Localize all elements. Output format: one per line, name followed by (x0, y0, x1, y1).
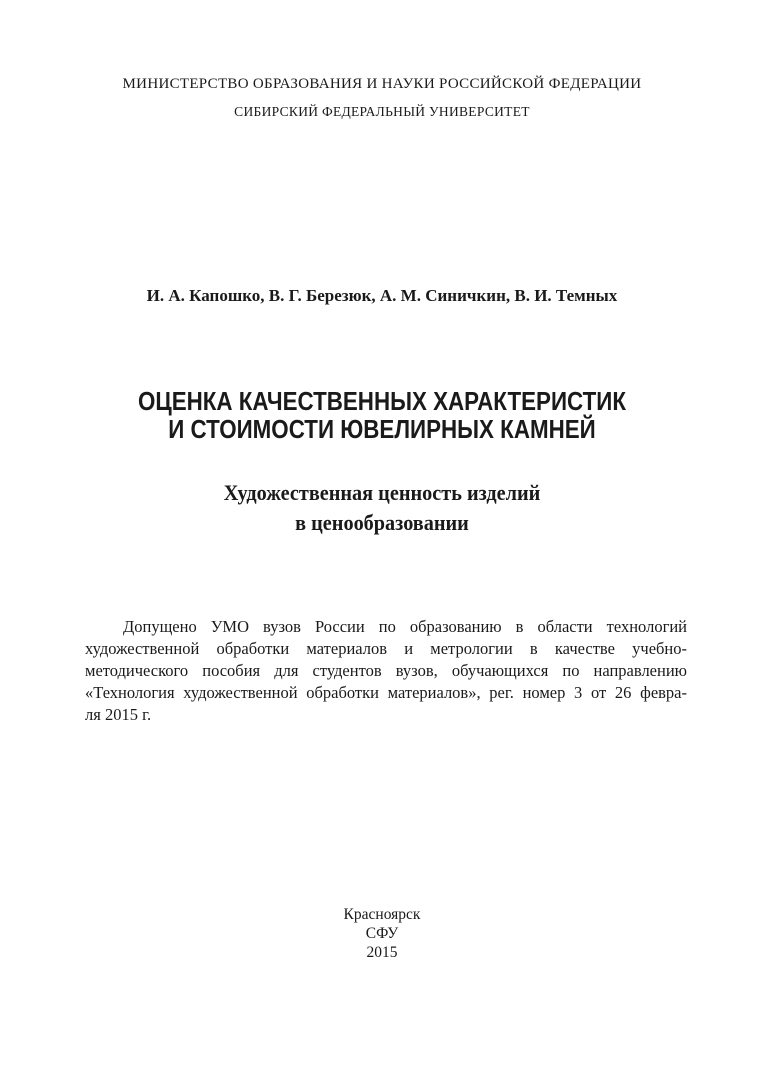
approval-line: ля 2015 г. (85, 705, 152, 724)
ministry-heading: МИНИСТЕРСТВО ОБРАЗОВАНИЯ И НАУКИ РОССИЙСКОЙ ФЕДЕРАЦИИ (122, 76, 642, 92)
authors-line: И. А. Капошко, В. Г. Березюк, А. М. Синичкин, В. И. Темных (146, 286, 618, 305)
imprint-year: 2015 (366, 944, 398, 961)
imprint-city: Красноярск (343, 906, 421, 923)
university-heading: СИБИРСКИЙ ФЕДЕРАЛЬНЫЙ УНИВЕРСИТЕТ (234, 104, 530, 119)
book-title-line-2: И СТОИМОСТИ ЮВЕЛИРНЫХ КАМНЕЙ (168, 414, 596, 444)
approval-line: методического пособия для студентов вузов, обучающихся по направлению (85, 661, 687, 680)
approval-statement (85, 616, 687, 726)
imprint-publisher: СФУ (365, 925, 399, 942)
book-title-line-1: ОЦЕНКА КАЧЕСТВЕННЫХ ХАРАКТЕРИСТИК (137, 386, 627, 416)
book-subtitle-line-1: Художественная ценность изделий (223, 480, 541, 505)
approval-line: Допущено УМО вузов России по образованию в области технологий (123, 617, 687, 636)
approval-line: «Технология художественной обработки материалов», рег. номер 3 от 26 февра- (85, 683, 687, 702)
book-subtitle-line-2: в ценообразовании (295, 510, 469, 535)
approval-line: художественной обработки материалов и метрологии в качестве учебно- (85, 639, 687, 658)
